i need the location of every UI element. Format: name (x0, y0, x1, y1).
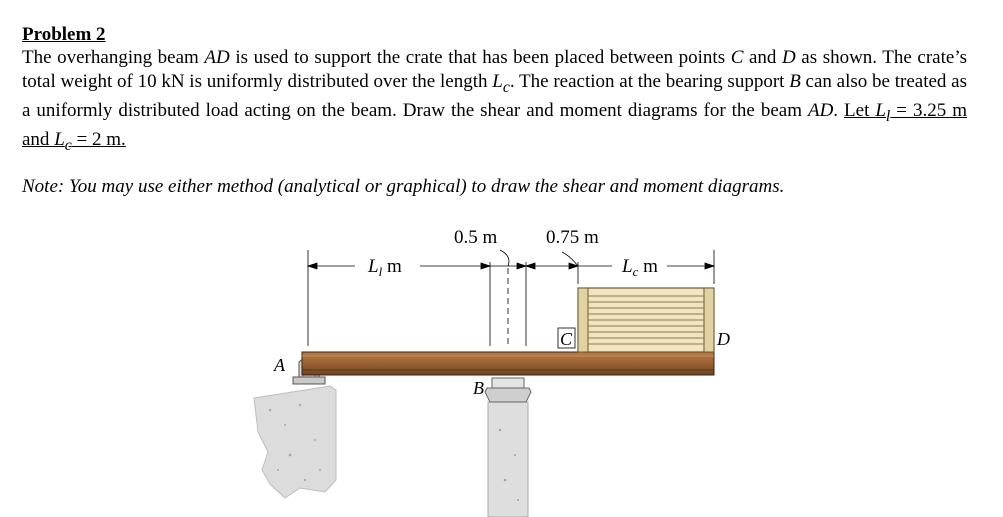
label-a: A (274, 355, 285, 375)
label-d: D (717, 329, 730, 349)
beam (302, 352, 714, 375)
dim-l1: $L_l$ m (368, 256, 402, 279)
dim-lc: $L_c$ m (622, 256, 658, 279)
label-b: B (473, 378, 484, 398)
given-values: Let $L_l = 3.25$ m and $L_c = 2$ m. (22, 99, 968, 154)
dim-0-5m: 0.5 m (454, 227, 498, 248)
problem-title: Problem 2 (22, 24, 106, 45)
crate (578, 288, 714, 352)
ground-a (254, 386, 336, 498)
support-column-b (485, 378, 531, 517)
problem-statement: The overhanging beam AD is used to support the crate that has been placed between points C and D as shown. The crate’s total weight of 10 kN is uniformly distributed over the length $L_c$. The reaction at the bearing support B can also be treated as a uniformly distributed load acting on the beam. Draw the shear and moment diagrams for the beam AD. Let $L_l = 3.25$ m and $L_c = 2$ m. (22, 47, 968, 154)
dim-0-75m: 0.75 m (546, 227, 599, 248)
note: Note: You may use either method (analytical or graphical) to draw the shear and moment diagrams. (22, 176, 785, 197)
label-c: C (560, 329, 573, 349)
